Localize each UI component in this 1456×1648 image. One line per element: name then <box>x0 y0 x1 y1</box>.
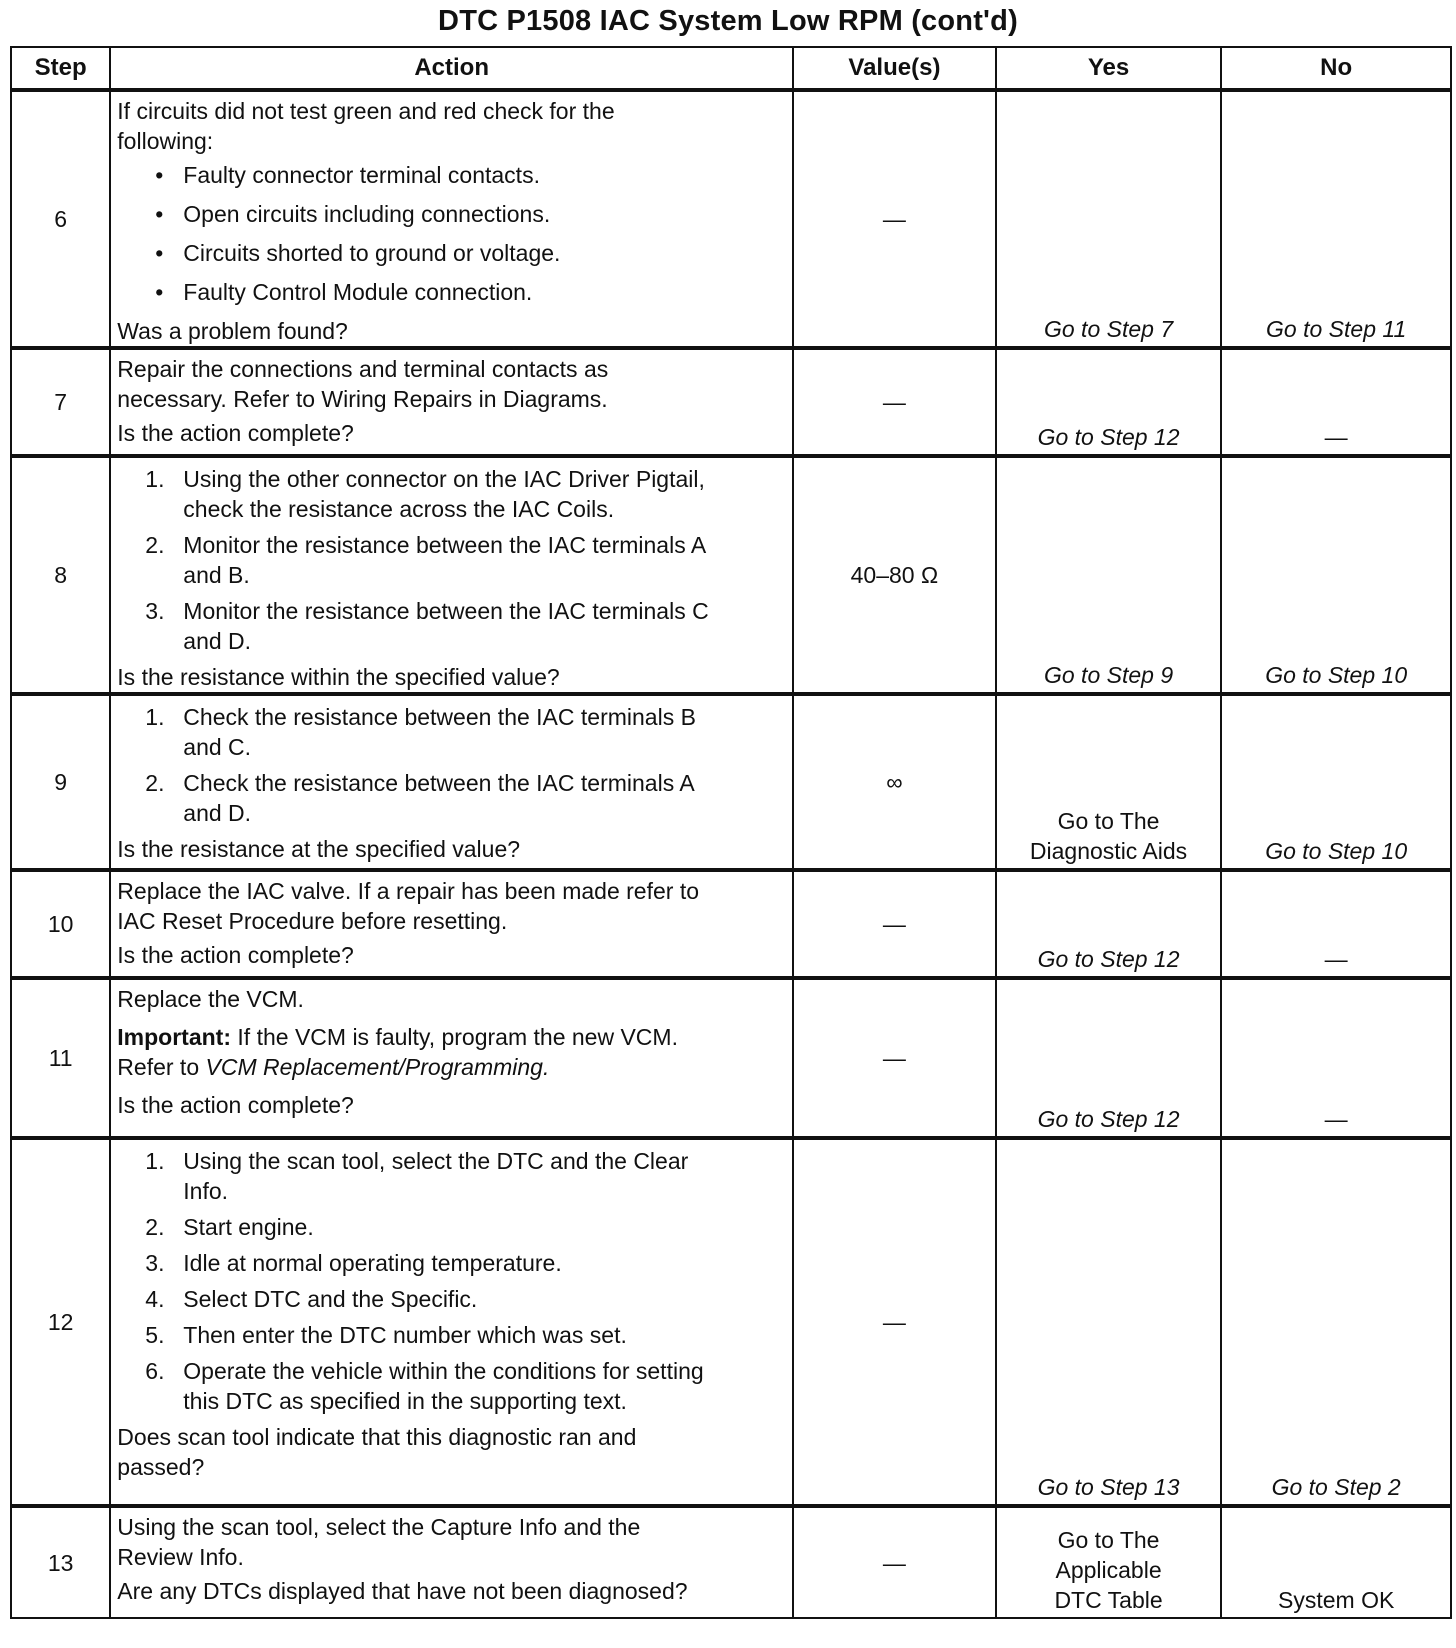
action-question: Are any DTCs displayed that have not been diagnosed? <box>117 1578 688 1604</box>
header-action: Action <box>110 47 793 90</box>
important-note: Important: If the VCM is faulty, program the new VCM. <box>117 1024 678 1050</box>
list-item: 2. Check the resistance between the IAC terminals A and D. <box>145 770 695 826</box>
numbered-list <box>117 702 786 828</box>
list-item: 1. Using the other connector on the IAC Driver Pigtail, check the resistance across the IAC Coils. <box>145 466 705 522</box>
header-value: Value(s) <box>793 47 996 90</box>
action-question: Is the resistance at the specified value? <box>117 836 521 862</box>
value-cell: — <box>793 978 996 1138</box>
no-cell: Go to Step 11 <box>1221 90 1451 348</box>
list-item: 6. Operate the vehicle within the conditions for setting this DTC as specified in the supporting text. <box>145 1358 704 1414</box>
table-row-step-9 <box>11 694 1451 870</box>
no-cell: Go to Step 10 <box>1221 694 1451 870</box>
bullet-list <box>117 160 786 307</box>
action-text: Review Info. <box>117 1544 244 1570</box>
action-cell <box>110 978 793 1138</box>
value-cell: — <box>793 1506 996 1618</box>
header-step: Step <box>11 47 110 90</box>
action-text: Using the scan tool, select the Capture Info and the <box>117 1514 641 1540</box>
no-cell: Go to Step 2 <box>1221 1138 1451 1506</box>
header-yes: Yes <box>996 47 1222 90</box>
table-row-step-10 <box>11 870 1451 978</box>
action-question: Is the action complete? <box>117 1092 354 1118</box>
numbered-list <box>117 1146 786 1416</box>
list-item: • Faulty Control Module connection. <box>155 279 533 305</box>
yes-cell: Go to Step 9 <box>996 456 1222 694</box>
no-cell: Go to Step 10 <box>1221 456 1451 694</box>
value-cell: — <box>793 870 996 978</box>
table-row-step-6 <box>11 90 1451 348</box>
step-number: 11 <box>11 978 110 1138</box>
no-cell: — <box>1221 348 1451 456</box>
value-cell: ∞ <box>793 694 996 870</box>
action-text: Repair the connections and terminal contacts as <box>117 356 609 382</box>
step-number: 6 <box>11 90 110 348</box>
numbered-list <box>117 464 786 656</box>
step-number: 13 <box>11 1506 110 1618</box>
action-question: Is the resistance within the specified value? <box>117 664 560 690</box>
table-row-step-8 <box>11 456 1451 694</box>
list-item: 4. Select DTC and the Specific. <box>145 1286 478 1312</box>
step-number: 7 <box>11 348 110 456</box>
page-title: DTC P1508 IAC System Low RPM (cont'd) <box>438 5 1018 37</box>
yes-cell: Go to The Applicable DTC Table <box>996 1506 1222 1618</box>
refer-note: Refer to VCM Replacement/Programming. <box>117 1054 550 1080</box>
header-row <box>11 47 1451 90</box>
action-cell <box>110 694 793 870</box>
yes-cell: Go to Step 12 <box>996 348 1222 456</box>
no-cell: System OK <box>1221 1506 1451 1618</box>
value-cell: 40–80 Ω <box>793 456 996 694</box>
action-cell <box>110 90 793 348</box>
action-question: Is the action complete? <box>117 420 354 446</box>
action-text: Replace the VCM. <box>117 986 304 1012</box>
list-item: 5. Then enter the DTC number which was set. <box>145 1322 627 1348</box>
list-item: • Faulty connector terminal contacts. <box>155 162 540 188</box>
table-row-step-13 <box>11 1506 1451 1618</box>
no-cell: — <box>1221 870 1451 978</box>
table-row-step-12 <box>11 1138 1451 1506</box>
action-cell <box>110 870 793 978</box>
yes-cell: Go to The Diagnostic Aids <box>996 694 1222 870</box>
action-cell <box>110 348 793 456</box>
list-item: • Circuits shorted to ground or voltage. <box>155 240 561 266</box>
yes-cell: Go to Step 12 <box>996 978 1222 1138</box>
no-cell: — <box>1221 978 1451 1138</box>
value-cell: — <box>793 90 996 348</box>
diagnostic-table <box>10 46 1452 1619</box>
yes-cell: Go to Step 12 <box>996 870 1222 978</box>
action-question: Was a problem found? <box>117 318 348 344</box>
action-question: Is the action complete? <box>117 942 354 968</box>
step-number: 12 <box>11 1138 110 1506</box>
value-cell: — <box>793 348 996 456</box>
action-cell <box>110 456 793 694</box>
action-cell <box>110 1138 793 1506</box>
table-row-step-7 <box>11 348 1451 456</box>
list-item: 2. Start engine. <box>145 1214 314 1240</box>
list-item: 1. Using the scan tool, select the DTC and the Clear Info. <box>145 1148 689 1204</box>
list-item: 2. Monitor the resistance between the IAC terminals A and B. <box>145 532 707 588</box>
step-number: 10 <box>11 870 110 978</box>
yes-cell: Go to Step 13 <box>996 1138 1222 1506</box>
step-number: 8 <box>11 456 110 694</box>
list-item: 3. Idle at normal operating temperature. <box>145 1250 562 1276</box>
list-item: 1. Check the resistance between the IAC terminals B and C. <box>145 704 696 760</box>
list-item: 3. Monitor the resistance between the IAC terminals C and D. <box>145 598 709 654</box>
table-row-step-11 <box>11 978 1451 1138</box>
action-question: passed? <box>117 1454 205 1480</box>
action-text: If circuits did not test green and red check for the <box>117 98 615 124</box>
action-cell <box>110 1506 793 1618</box>
step-number: 9 <box>11 694 110 870</box>
action-text: necessary. Refer to Wiring Repairs in Diagrams. <box>117 386 608 412</box>
list-item: • Open circuits including connections. <box>155 201 551 227</box>
value-cell: — <box>793 1138 996 1506</box>
yes-cell: Go to Step 7 <box>996 90 1222 348</box>
action-text: Replace the IAC valve. If a repair has been made refer to <box>117 878 700 904</box>
action-question: Does scan tool indicate that this diagnostic ran and <box>117 1424 637 1450</box>
action-text: following: <box>117 128 214 154</box>
header-no: No <box>1221 47 1451 90</box>
action-text: IAC Reset Procedure before resetting. <box>117 908 508 934</box>
